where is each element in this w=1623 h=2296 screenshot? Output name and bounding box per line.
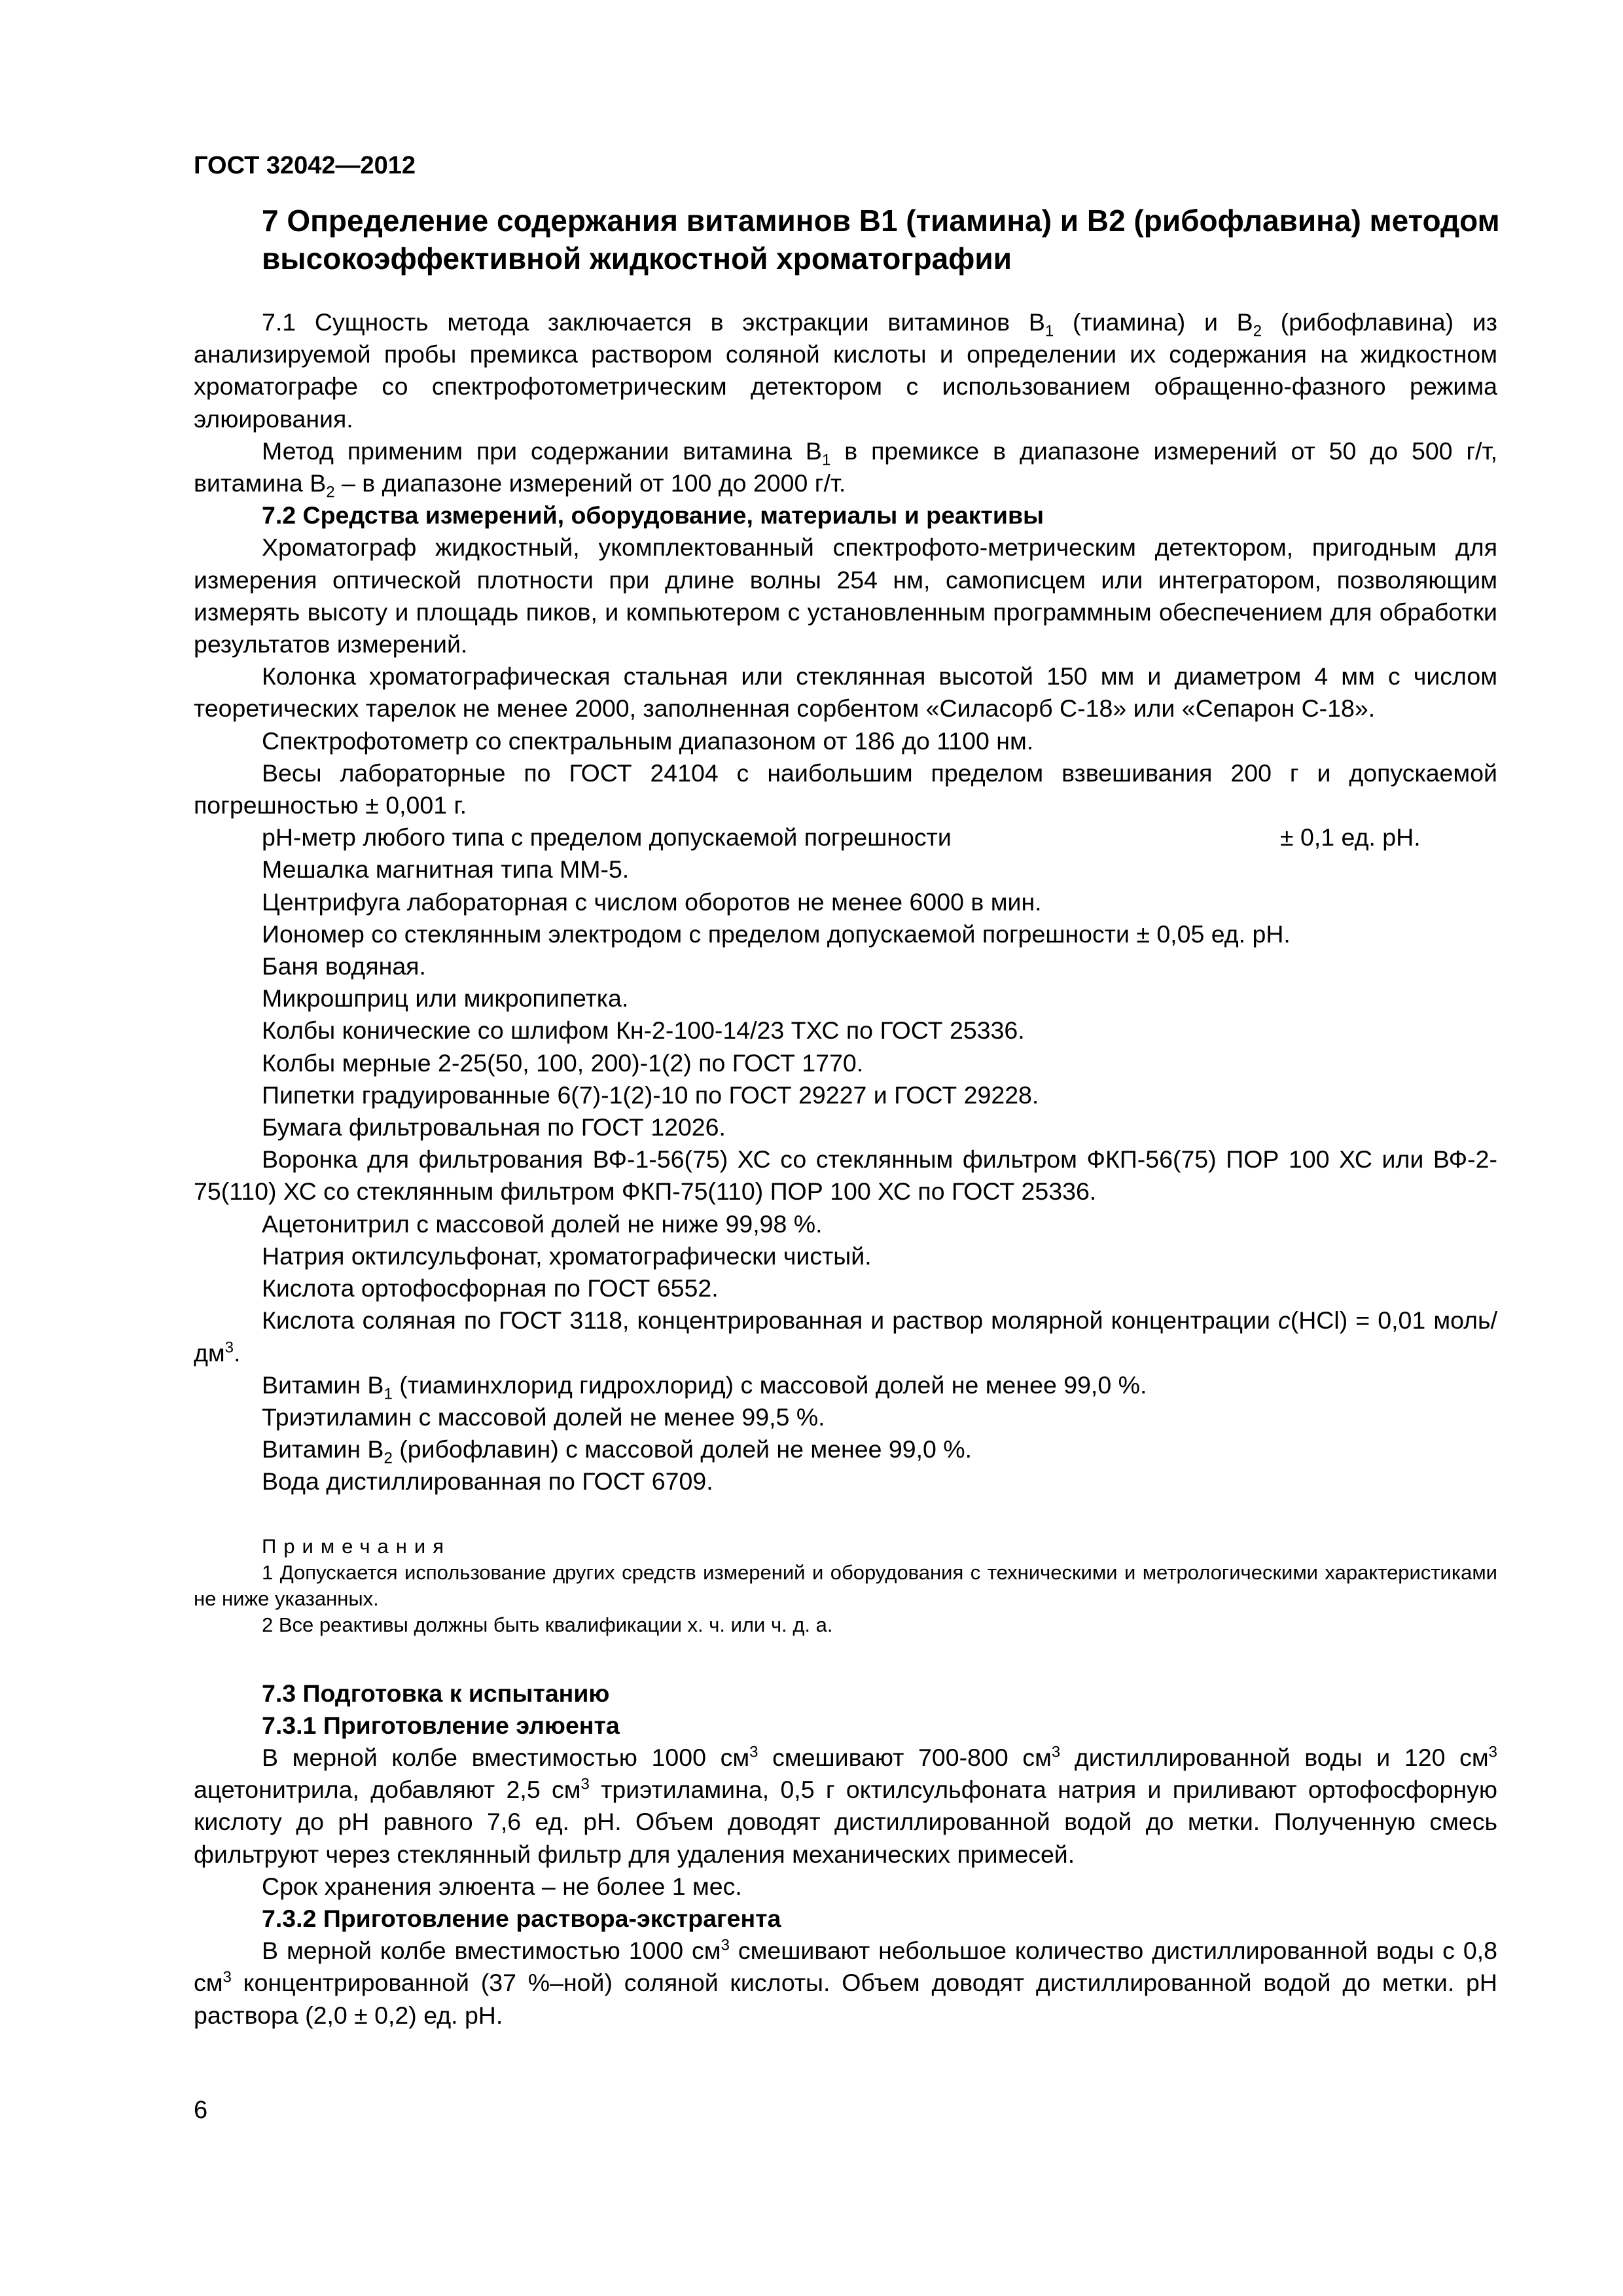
item-scales: Весы лабораторные по ГОСТ 24104 с наибольшим пределом взвешивания 200 г и допускаемой погрешностью ± 0,001 г. <box>194 759 1497 819</box>
item-conical-flasks: Колбы конические со шлифом Кн-2-100-14/23 ТХС по ГОСТ 25336. <box>262 1016 1025 1045</box>
ph-meter-accuracy: ± 0,1 ед. рН. <box>1280 823 1421 852</box>
item-chromatograph: Хроматограф жидкостный, укомплектованный спектрофото-метрическим детектором, пригодным для измерения оптической плотности при длине волны 254 нм, самописцем или интегратором, позволяющим измерять высоту и площадь пиков, и компьютером с установленным программным обеспечением для обработки результатов измерений. <box>194 533 1497 658</box>
heading-7-2: 7.2 Средства измерений, оборудование, материалы и реактивы <box>262 501 1044 529</box>
item-volumetric-flasks: Колбы мерные 2-25(50, 100, 200)-1(2) по ГОСТ 1770. <box>262 1049 864 1077</box>
heading-7-3-1: 7.3.1 Приготовление элюента <box>262 1711 620 1739</box>
document-body <box>194 306 1497 2032</box>
item-vitamin-b1: Витамин $В_1$ (тиаминхлорид гидрохлорид) с массовой долей не менее 99,0 %. <box>262 1371 1147 1403</box>
heading-7-3-2: 7.3.2 Приготовление раствора-экстрагента <box>262 1904 781 1932</box>
item-sodium-octylsulfonate: Натрия октилсульфонат, хроматографически чистый. <box>262 1242 872 1270</box>
item-distilled-water: Вода дистиллированная по ГОСТ 6709. <box>262 1467 713 1496</box>
item-column: Колонка хроматографическая стальная или стеклянная высотой 150 мм и диаметром 4 мм с числом теоретических тарелок не менее 2000, заполненная сорбентом «Силасорб С-18» или «Сепарон С-18». <box>194 662 1497 723</box>
paragraph-method-range: Метод применим при содержании витамина $В_1$ в премиксе в диапазоне измерений от 50 до 500 г/т, витамина $В_2$ – в диапазоне измерений от 100 до 2000 г/т. <box>194 437 1497 501</box>
item-vitamin-b2: Витамин $В_2$ (рибофлавин) с массовой долей не менее 99,0 %. <box>262 1435 972 1467</box>
item-microsyringe: Микрошприц или микропипетка. <box>262 984 629 1013</box>
notes-block <box>194 1534 1497 1638</box>
item-spectrophotometer: Спектрофотометр со спектральным диапазоном от 186 до 1100 нм. <box>262 726 1034 755</box>
note-2: 2 Все реактивы должны быть квалификации х. ч. или ч. д. а. <box>262 1613 833 1636</box>
item-triethylamine: Триэтиламин с массовой долей не менее 99,5 %. <box>262 1403 825 1431</box>
item-hydrochloric-acid: Кислота соляная по ГОСТ 3118, концентрированная и раствор молярной концентрации с(HCl) = 0,01 моль/$дм^3$. <box>194 1306 1497 1367</box>
section-title: 7 Определение содержания витаминов В1 (тиамина) и В2 (рибофлавина) методом высокоэффективной жидкостной хроматографии <box>262 204 1500 276</box>
item-acetonitrile: Ацетонитрил с массовой долей не ниже 99,98 %. <box>262 1210 823 1238</box>
standard-number: ГОСТ 32042—2012 <box>194 152 416 179</box>
heading-7-3: 7.3 Подготовка к испытанию <box>262 1679 610 1707</box>
paragraph-extractant: В мерной колбе вместимостью 1000 $см^3$ смешивают небольшое количество дистиллированной воды с 0,8 $см^3$ концентрированной (37 %–ной) соляной кислоты. Объем доводят дистиллированной водой до метки. рН раствора (2,0 ± 0,2) ед. рН. <box>194 1936 1498 2029</box>
paragraph-eluent-storage: Срок хранения элюента – не более 1 мес. <box>262 1872 742 1900</box>
item-ph-meter: рН-метр любого типа с пределом допускаемой погрешности ± 0,1 ед. рН. <box>194 821 1497 853</box>
notes-title: Примечания <box>262 1534 451 1558</box>
note-1: 1 Допускается использование других средств измерений и оборудования с техническими и метрологическими характеристиками не ниже указанных. <box>194 1560 1497 1610</box>
item-phosphoric-acid: Кислота ортофосфорная по ГОСТ 6552. <box>262 1274 719 1302</box>
item-centrifuge: Центрифуга лабораторная с числом оборотов не менее 6000 в мин. <box>262 888 1042 916</box>
item-funnel: Воронка для фильтрования ВФ-1-56(75) ХС со стеклянным фильтром ФКП-56(75) ПОР 100 ХС или ВФ-2-75(110) ХС со стеклянным фильтром ФКП-75(110) ПОР 100 ХС по ГОСТ 25336. <box>194 1145 1497 1206</box>
paragraph-eluent: В мерной колбе вместимостью 1000 $см^3$ смешивают 700-800 $см^3$ дистиллированной воды и 120 $см^3$ ацетонитрила, добавляют 2,5 $см^3$ триэтиламина, 0,5 г октилсульфоната натрия и приливают ортофосфорную кислоту до рН равного 7,6 ед. рН. Объем доводят дистиллированной водой до метки. Полученную смесь фильтруют через стеклянный фильтр для удаления механических примесей. <box>194 1743 1497 1868</box>
item-stirrer: Мешалка магнитная типа ММ-5. <box>262 855 630 884</box>
page-number: 6 <box>194 2096 208 2124</box>
item-ionomer: Иономер со стеклянным электродом с пределом допускаемой погрешности ± 0,05 ед. рН. <box>262 920 1291 948</box>
item-pipettes: Пипетки градуированные 6(7)-1(2)-10 по ГОСТ 29227 и ГОСТ 29228. <box>262 1081 1039 1109</box>
item-water-bath: Баня водяная. <box>262 952 426 980</box>
item-filter-paper: Бумага фильтровальная по ГОСТ 12026. <box>262 1113 726 1141</box>
paragraph-7-1: 7.1 Сущность метода заключается в экстракции витаминов $В_1$ (тиамина) и $В_2$ (рибофлавина) из анализируемой пробы премикса раствором соляной кислоты и определении их содержания на жидкостном хроматографе со спектрофотометрическим детектором с использованием обращенно-фазного режима элюирования. <box>194 308 1497 433</box>
